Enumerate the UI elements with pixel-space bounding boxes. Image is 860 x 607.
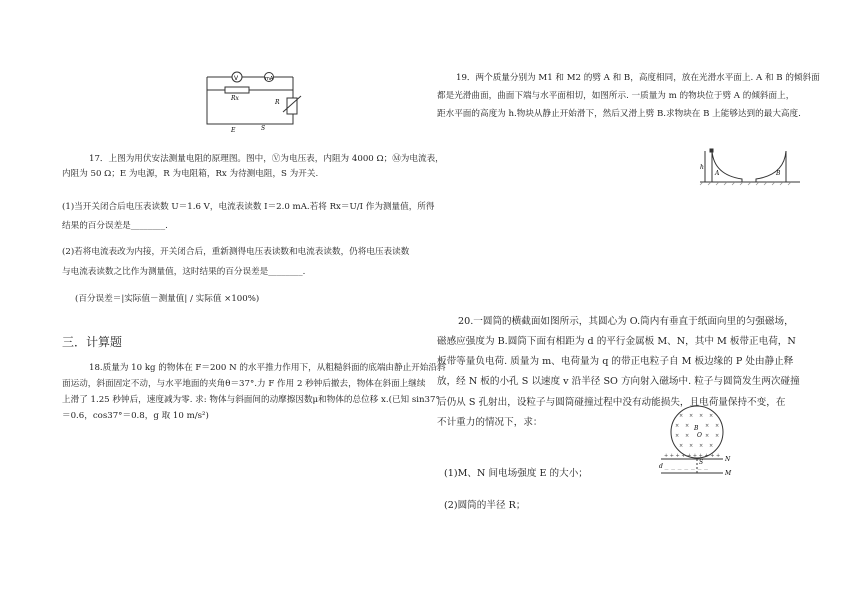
svg-text:M: M [725,470,732,477]
svg-text:N: N [725,456,731,463]
q20-line2: 磁感应强度为 B.圆筒下面有相距为 d 的平行金属板 M、N，其中 M 板带正电荷，N [437,336,796,347]
svg-text:V: V [234,75,239,82]
q17-part2-line2: 与电流表读数之比作为测量值，这时结果的百分误差是________. [62,267,306,277]
svg-text:×: × [699,443,704,449]
q18-line1: 18.质量为 10 kg 的物体在 F＝200 N 的水平推力作用下，从粗糙斜面的底端由静止开始沿斜 [89,363,446,373]
svg-text:h: h [700,164,704,171]
section-title: 三．计算题 [62,335,123,349]
svg-text:O: O [697,432,702,439]
svg-text:S: S [699,459,704,466]
q20-line3: 板带等量负电荷. 质量为 m、电荷量为 q 的带正电粒子自 M 板边缘的 P 处由静止释 [437,356,794,367]
svg-text:×: × [715,423,720,429]
q17-part1-line2: 结果的百分误差是________. [62,221,168,231]
q20-part1: (1)M、N 间电场强度 E 的大小； [444,468,588,479]
q19-line3: 距水平面的高度为 h.物块从静止开始滑下，然后又滑上劈 B.求物块在 B 上能够达到的最大高度. [437,109,801,119]
svg-text:E: E [231,127,236,134]
q19-line2: 都是光滑曲面，曲面下端与水平面相切，如图所示. 一质量为 m 的物块位于劈 A 的倾斜面上， [437,91,795,101]
svg-text:×: × [689,413,694,419]
svg-text:×: × [675,423,680,429]
q17-error-formula: (百分误差＝|实际值－测量值| / 实际值 ×100%) [75,294,260,304]
q20-line1: 20.一圆筒的横截面如图所示，其圆心为 O.筒内有垂直于纸面向里的匀强磁场， [458,316,794,327]
svg-text:－ － － － － － －: － － － － － － － [664,467,709,473]
svg-text:×: × [705,433,710,439]
svg-text:×: × [705,423,710,429]
svg-text:×: × [699,413,704,419]
svg-text:Rx: Rx [231,95,239,102]
q17-part1-line1: (1)当开关闭合后电压表读数 U＝1.6 V，电流表读数 I＝2.0 mA.若将 Rx＝U/I 作为测量值，所得 [62,202,435,212]
svg-text:×: × [679,413,684,419]
q17-intro-line1: 17．上图为用伏安法测量电阻的原理图。图中，Ⓥ为电压表，内阻为 4000 Ω；Ⓜ为电流表， [89,154,444,164]
q18-line4: ＝0.6，cos37°＝0.8，g 取 10 m/s²) [62,411,209,421]
svg-text:×: × [679,443,684,449]
svg-text:R: R [275,99,280,106]
svg-text:×: × [715,433,720,439]
svg-text:×: × [675,433,680,439]
q18-line3: 上滑了 1.25 秒钟后，速度减为零. 求: 物体与斜面间的动摩擦因数μ和物体的总位移 x.(已知 sin37° [62,395,440,405]
q20-part2: (2)圆筒的半径 R； [444,500,526,511]
svg-text:A: A [715,170,720,177]
svg-text:×: × [689,443,694,449]
svg-text:×: × [709,413,714,419]
q17-intro-line2: 内阻为 50 Ω；E 为电源，R 为电阻箱，Rx 为待测电阻，S 为开关. [62,169,319,179]
svg-text:×: × [685,433,690,439]
q20-line4: 放，经 N 板的小孔 S 以速度 v 沿半径 SO 方向射入磁场中. 粒子与圆筒发生两次碰撞 [437,376,800,387]
svg-text:×: × [709,443,714,449]
q20-line6: 不计重力的情况下，求： [437,417,543,428]
svg-text:S: S [261,125,266,132]
svg-text:+ + + + + + + + + +: + + + + + + + + + + [664,453,721,459]
cylinder-field-diagram [659,405,739,485]
svg-text:d: d [659,463,663,470]
svg-text:mA: mA [265,76,274,82]
q17-part2-line1: (2)若将电流表改为内接，开关闭合后，重新测得电压表读数和电流表读数，仍将电压表读数 [62,247,410,257]
q20-line5: 后仍从 S 孔射出，设粒子与圆筒碰撞过程中没有动能损失，且电荷量保持不变，在 [437,397,786,408]
svg-text:×: × [685,423,690,429]
q18-line2: 面运动，斜面固定不动，与水平地面的夹角θ＝37°.力 F 作用 2 秒钟后撤去，物体在斜面上继续 [62,379,426,389]
circuit-diagram [205,72,325,132]
svg-text:B: B [694,425,699,432]
svg-text:B: B [776,170,781,177]
wedge-diagram [700,145,800,187]
q19-line1: 19．两个质量分别为 M1 和 M2 的劈 A 和 B，高度相同，放在光滑水平面上. A 和 B 的倾斜面 [456,73,820,83]
